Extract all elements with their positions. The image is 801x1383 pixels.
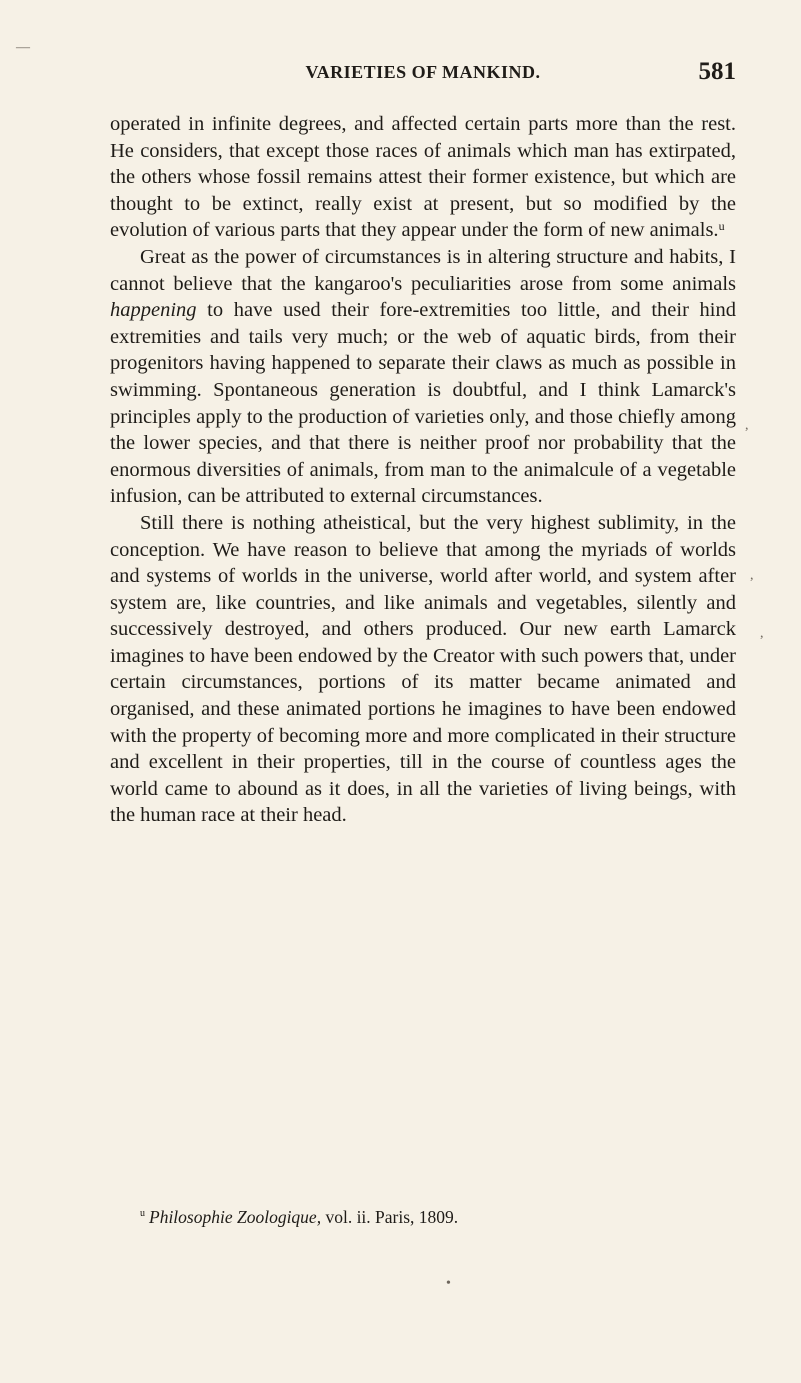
footnote-marker: u [140, 1208, 145, 1219]
emphasis-happening: happening [110, 299, 197, 322]
margin-dot-mark: , [760, 626, 764, 641]
margin-dot-mark: , [750, 568, 754, 583]
footnote-title: Philosophie Zoologique, [149, 1207, 322, 1227]
paragraph-2 [110, 244, 736, 510]
footnote [140, 1206, 730, 1228]
paragraph-2-text-end: to have used their fore-extremities too little, and their hind extremities and tails very much; or the web of aquatic birds, from their progenitors having happened to separate their claws as much as possible in swimming. Spontaneous generation is doubtful, and I think Lamarck's principles apply to the production of varieties only, and those chiefly among the lower species, and that there is neither proof nor probability that the enormous diversities of animals, from man to the animalcule of a vegetable infusion, can be attributed to external circumstances. [110, 299, 736, 508]
paragraph-2-text-start: Great as the power of circumstances is in altering structure and habits, I cannot believe that the kangaroo's peculiarities arose from some animals [110, 245, 736, 295]
running-head: VARIETIES OF MANKIND. [305, 62, 541, 82]
paragraph-1-text: operated in infinite degrees, and affected certain parts more than the rest. He considers, that except those races of animals which man has extirpated, the others whose fossil remains attest their former existence, but which are thought to be extinct, really exist at present, but so modified by the evolution of various parts that they appear under the form of new animals. [110, 113, 736, 242]
margin-dot-mark: , [745, 418, 749, 433]
paragraph-1 [110, 111, 736, 244]
paragraph-3: Still there is nothing atheistical, but the very highest sublimity, in the conception. We have reason to believe that among the myriads of worlds and systems of worlds in the universe, world after world, and system after system are, like countries, and like animals and vegetables, silently and successively destroyed, and others produced. Our new earth Lamarck imagines to have been endowed by the Creator with such powers that, under certain circumstances, portions of its matter became animated and organised, and these animated portions he imagines to have been endowed with the property of becoming more and more complicated in their structure and excellent in their properties, till in the course of countless ages the world came to abound as it does, in all the varieties of living beings, with the human race at their head. [110, 511, 736, 827]
footnote-text: vol. ii. Paris, 1809. [321, 1207, 459, 1227]
margin-dot-mark: • [446, 1276, 451, 1291]
page-number: 581 [698, 58, 736, 85]
body-text [110, 111, 736, 829]
margin-dash-mark: — [16, 40, 30, 55]
page-header [110, 58, 736, 88]
footnote-reference: u [718, 219, 725, 234]
